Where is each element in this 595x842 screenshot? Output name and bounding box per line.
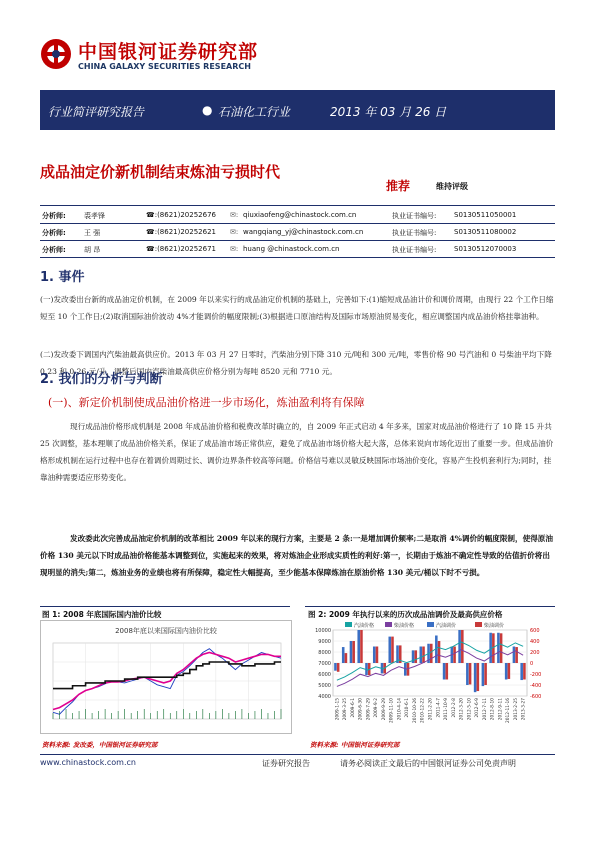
y-tick-label: 4000 (318, 694, 331, 700)
paragraph: 现行成品油价格形成机制是 2008 年成品油价格和税费改革时确立的，自 2009 年正式启动 4 年多来，国家对成品油价格进行了 10 降 15 升共 25 次调整，基本理顺了成品油价格关系，保证了成品油市场正常供应，避免了成品油市场价格大起大落，总体来说向市场化迈出了重要一步。但成品油价格形成机制在运行过程中也存在着调价周期过长、调价边界条件较高等问题。价格信号难以灵敏反映国际市场油价变化，容易产生投机套利行为;同时，挂靠油种需要适应形势变化。 (40, 422, 554, 482)
y-tick-label: 9000 (318, 639, 331, 645)
bar (420, 647, 423, 664)
y-tick-label: 8000 (318, 650, 331, 656)
bar (350, 641, 353, 663)
bar (466, 663, 469, 685)
analyst-phone: ☎:(8621)20252671 (146, 245, 216, 253)
y-tick-label: 5000 (318, 683, 331, 689)
analyst-email[interactable]: qiuxiaofeng@chinastock.com.cn (243, 211, 357, 219)
industry-label: 石油化工行业 (218, 105, 291, 119)
legend-swatch (345, 622, 352, 627)
mail-icon: ✉: (230, 211, 239, 219)
bar (391, 637, 394, 663)
y2-tick-label: 0 (530, 661, 534, 667)
bar (500, 633, 503, 663)
bar (505, 663, 508, 680)
bar (342, 647, 345, 663)
x-tick-label: 2009-11-10 (389, 698, 395, 723)
report-type: 行业简评研究报告 (48, 105, 145, 119)
x-tick-label: 2009-9-2 (374, 698, 380, 718)
x-tick-label: 2012-5-10 (467, 698, 473, 721)
cert-number: S0130511080002 (454, 228, 517, 236)
divider (305, 606, 555, 607)
x-tick-label: 2009-6-30 (358, 698, 364, 721)
company-logo (40, 38, 72, 70)
cert-number: S0130511050001 (454, 211, 517, 219)
logo-text-en: CHINA GALAXY SECURITIES RESEARCH (78, 62, 251, 71)
y-tick-label: 6000 (318, 672, 331, 678)
bar (388, 637, 391, 663)
x-tick-label: 2011-4-7 (436, 698, 442, 718)
x-tick-label: 2013-3-27 (521, 698, 527, 721)
subsection-heading: (一)、新定价机制使成品油价格进一步市场化，炼油盈利将有保障 (48, 396, 365, 409)
highlight-paragraph: 发改委此次完善成品油定价机制的改革相比 2009 年以来的现行方案，主要是 2 条:一是增加调价频率;二是取消 4%调价的幅度限制，使得原油价格 130 美元以下时成品油价格能基本调整到位，实施起来的效果，将对炼油企业形成实质性的利好:第一，长期由于炼油不确定性导致的估值折价将出现明显的消失;第二，炼油业务的业绩也将有所保障，稳定性大幅提高，至少能基本保障炼油在原油价格 130 美元/桶以下时不亏损。 (40, 534, 553, 577)
figure-source: 资料来源: 中国银河证券研究部 (310, 741, 400, 749)
cert-label: 执业证书编号: (392, 229, 437, 237)
analyst-row (40, 208, 555, 223)
bar (469, 663, 472, 684)
legend-label: 汽油价格 (354, 623, 375, 629)
y-tick-label: 10000 (315, 628, 331, 634)
footer-center: 证券研究报告 (262, 759, 310, 768)
bar (497, 633, 500, 663)
footer-disclaimer: 请务必阅读正文最后的中国银河证券公司免责声明 (340, 759, 516, 768)
footer-site-link[interactable]: www.chinastock.com.cn (40, 758, 136, 767)
bar (523, 663, 526, 680)
bar (373, 647, 376, 664)
report-date: 2013 年 03 月 26 日 (330, 105, 447, 119)
y-tick-label: 7000 (318, 661, 331, 667)
analyst-email[interactable]: wangqiang_yj@chinastock.com.cn (243, 228, 364, 236)
legend-label: 柴油调价 (484, 623, 505, 629)
bar (430, 644, 433, 663)
bar (376, 647, 379, 664)
y2-tick-label: -600 (530, 694, 542, 700)
bar (443, 663, 446, 680)
divider (40, 205, 555, 206)
footer-divider (40, 754, 555, 755)
section-heading: 1. 事件 (40, 270, 85, 285)
legend-label: 汽油调价 (436, 623, 457, 629)
paragraph: (一)发改委出台新的成品油定价机制，在 2009 年以来实行的成品油定价机制的基础上，完善如下:(1)缩短成品油计价和调价周期，由现行 22 个工作日缩短至 10 个工作日;(2)取消国际油价波动 4%才能调价的幅度限制;(3)根据进口原油结构及国际市场原油贸易变化，相应调整国内成品油价格挂靠油种。 (40, 295, 554, 321)
x-tick-label: 2009-6-1 (350, 698, 356, 718)
bar (484, 663, 487, 685)
y2-tick-label: -400 (530, 683, 542, 689)
x-tick-label: 2013-2-25 (513, 698, 519, 721)
cert-number: S0130512070003 (454, 245, 517, 253)
cert-label: 执业证书编号: (392, 212, 437, 220)
x-tick-label: 2009-1-15 (335, 698, 341, 721)
chart-2-svg (305, 620, 555, 732)
y2-tick-label: 200 (530, 650, 540, 656)
x-tick-label: 2012-9-11 (498, 698, 504, 721)
mail-icon: ✉: (230, 245, 239, 253)
bullet-icon: ● (202, 103, 213, 117)
bar (513, 647, 516, 664)
cert-label: 执业证书编号: (392, 246, 437, 254)
bar (515, 647, 518, 663)
bar (520, 663, 523, 680)
divider (40, 223, 555, 224)
x-tick-label: 2010-6-1 (405, 698, 411, 718)
legend-swatch (475, 622, 482, 627)
paragraph: (二)发改委下调国内汽柴油最高供应价。2013 年 03 月 27 日零时，汽柴油分别下降 310 元/吨和 300 元/吨，零售价格 90 号汽油和 0 号柴油平均下降 0.23 和 0.26 元/升，调整后国内汽柴油最高供应价格分别为每吨 8520 元和 7710 元。 (40, 350, 552, 376)
x-tick-label: 2010-4-14 (397, 698, 403, 721)
mail-icon: ✉: (230, 228, 239, 236)
x-tick-label: 2012-11-16 (506, 698, 512, 723)
bar (453, 647, 456, 664)
divider (40, 240, 555, 241)
legend-item (385, 622, 414, 629)
divider (40, 257, 555, 258)
bar (438, 641, 441, 663)
x-tick-label: 2009-3-25 (343, 698, 349, 721)
bar (482, 663, 485, 686)
analyst-name: 裘孝锋 (84, 212, 105, 220)
bar (360, 630, 363, 663)
x-tick-label: 2012-8-10 (490, 698, 496, 721)
figure-1-chart (40, 620, 292, 734)
legend-item (345, 622, 374, 629)
bar (446, 663, 449, 680)
x-tick-label: 2009-9-29 (381, 698, 387, 721)
legend-item (427, 622, 456, 629)
y2-tick-label: 600 (530, 628, 540, 634)
y2-tick-label: -200 (530, 672, 542, 678)
x-tick-label: 2010-10-26 (412, 698, 418, 723)
legend-item (475, 622, 504, 629)
x-tick-label: 2009-7-29 (366, 698, 372, 721)
x-tick-label: 2012-3-20 (459, 698, 465, 721)
header-band (40, 90, 555, 130)
chart-title: 2008年底以来国际国内油价比较 (115, 627, 217, 635)
report-title: 成品油定价新机制结束炼油亏损时代 (40, 163, 281, 181)
bar (458, 630, 461, 663)
bar (474, 663, 477, 692)
bar (357, 630, 360, 663)
analyst-phone: ☎:(8621)20252621 (146, 228, 216, 236)
x-tick-label: 2012-7-11 (482, 698, 488, 721)
bar (508, 663, 511, 679)
x-tick-label: 2011-10-9 (444, 698, 450, 721)
figure-caption: 图 1: 2008 年底国际国内油价比较 (42, 610, 162, 619)
legend-swatch (385, 622, 392, 627)
analyst-name: 胡 昂 (84, 246, 101, 254)
chart-1-svg (41, 621, 291, 733)
bar (345, 653, 348, 663)
x-tick-label: 2010-12-22 (420, 698, 426, 723)
analyst-row (40, 225, 555, 240)
bar (337, 663, 340, 672)
x-tick-label: 2012-6-9 (475, 698, 481, 718)
analyst-label: 分析师: (42, 212, 66, 220)
recommendation-badge: 推荐 (386, 179, 411, 193)
bar (422, 647, 425, 664)
analyst-row (40, 242, 555, 257)
x-tick-label: 2012-2-8 (451, 698, 457, 718)
legend-label: 柴油价格 (394, 623, 415, 629)
analyst-label: 分析师: (42, 246, 66, 254)
bar (477, 663, 480, 691)
figure-2-chart (305, 620, 555, 732)
x-tick-label: 2011-2-20 (428, 698, 434, 721)
figure-caption: 图 2: 2009 年执行以来的历次成品油调价及最高供应价格 (308, 610, 503, 619)
figure-source: 资料来源: 发改委，中国银河证券研究部 (42, 741, 158, 749)
logo-text-cn: 中国银河证券研究部 (78, 41, 259, 63)
divider (40, 606, 290, 607)
rating-status: 维持评级 (436, 182, 468, 191)
analyst-email[interactable]: huang @chinastock.com.cn (243, 245, 340, 253)
bar (414, 650, 417, 663)
bar (334, 663, 337, 671)
bar (352, 641, 355, 663)
analyst-phone: ☎:(8621)20252676 (146, 211, 216, 219)
y2-tick-label: 400 (530, 639, 540, 645)
analyst-name: 王 强 (84, 229, 101, 237)
section-heading: 2. 我们的分析与判断 (40, 372, 163, 387)
logo-emblem-icon (40, 38, 72, 70)
legend-swatch (427, 622, 434, 627)
bar (461, 630, 464, 663)
analyst-label: 分析师: (42, 229, 66, 237)
